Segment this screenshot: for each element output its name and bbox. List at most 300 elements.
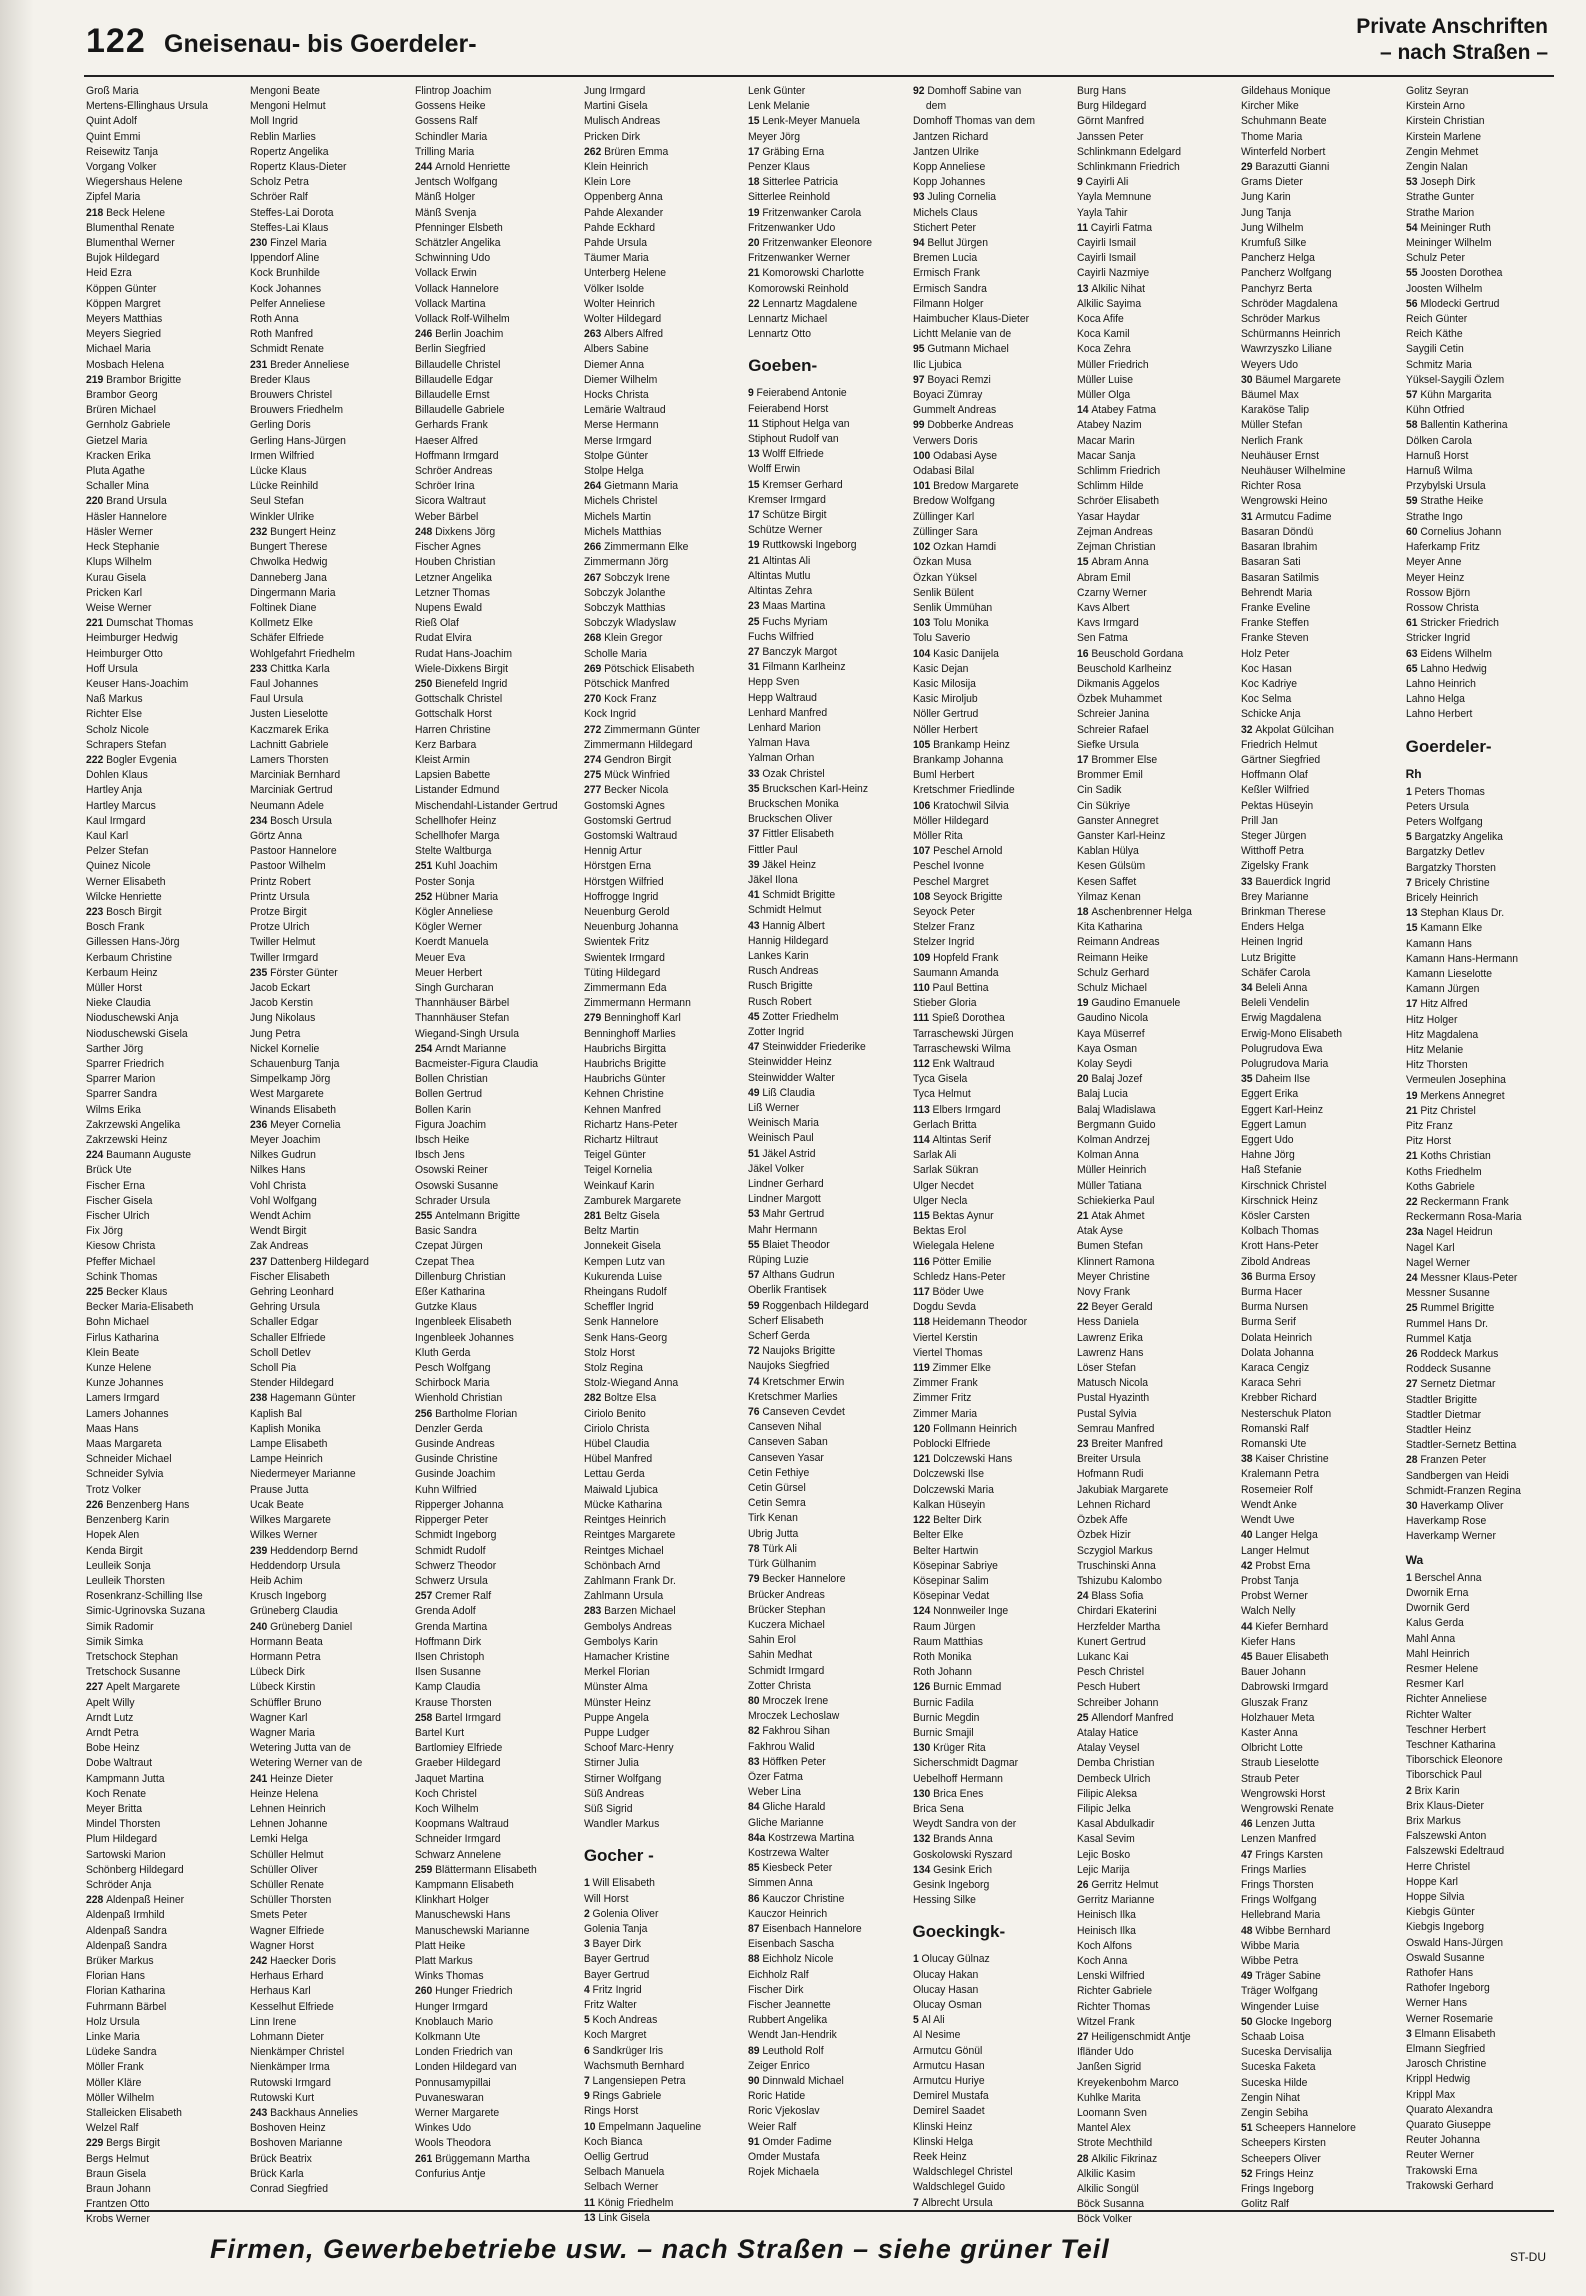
resident-name: Gembolys Andreas xyxy=(583,1620,672,1633)
house-number: 26 xyxy=(1405,1348,1418,1361)
house-number: 232 xyxy=(250,525,268,538)
house-number: 29 xyxy=(1241,161,1253,174)
directory-entry xyxy=(1077,1513,1215,1528)
directory-entry xyxy=(1406,434,1544,449)
resident-name: Müller Luise xyxy=(1076,373,1133,386)
resident-name: Fritzenwanker Werner xyxy=(748,252,851,265)
resident-name: Bargatzky Thorsten xyxy=(1405,861,1496,874)
directory-entry xyxy=(913,647,1051,662)
resident-name: Trilling Maria xyxy=(414,145,474,158)
directory-entry xyxy=(1241,1391,1379,1406)
directory-entry xyxy=(913,312,1051,327)
resident-name: Weinkauf Karin xyxy=(583,1179,655,1192)
directory-entry xyxy=(86,494,224,509)
resident-name: Klinski Helga xyxy=(912,2135,973,2148)
resident-name: Simik Simka xyxy=(86,1635,144,1648)
directory-entry xyxy=(584,1952,722,1967)
directory-entry xyxy=(748,2120,886,2135)
house-number: 34 xyxy=(1241,981,1253,994)
resident-name: Domhoff Thomas van dem xyxy=(912,115,1035,128)
resident-name: Bosch Frank xyxy=(86,921,145,934)
directory-entry xyxy=(1406,1469,1544,1484)
resident-name: Bollen Gertrud xyxy=(414,1088,482,1101)
directory-entry xyxy=(415,1665,558,1680)
resident-name: Mahl Heinrich xyxy=(1405,1647,1470,1660)
directory-entry xyxy=(748,964,886,979)
resident-name: Wilkes Margarete xyxy=(250,1514,332,1527)
resident-name: Gaudino Emanuele xyxy=(1091,997,1181,1010)
resident-name: Mänß Holger xyxy=(414,191,475,204)
directory-entry xyxy=(913,738,1051,753)
resident-name: Krobs Werner xyxy=(86,2213,150,2226)
resident-name: Simik Radomir xyxy=(86,1620,154,1633)
directory-entry xyxy=(1241,677,1379,692)
resident-name: Kaya Osman xyxy=(1076,1042,1137,1055)
directory-entry xyxy=(1406,1408,1544,1423)
directory-entry xyxy=(1241,1057,1379,1072)
directory-entry xyxy=(748,1679,886,1694)
resident-name: Lüdeke Sandra xyxy=(86,2046,157,2059)
directory-entry xyxy=(913,1893,1051,1908)
directory-entry xyxy=(584,829,722,844)
directory-entry xyxy=(86,783,224,798)
resident-name: Allendorf Manfred xyxy=(1091,1711,1174,1724)
resident-name: Reckermann Frank xyxy=(1419,1196,1509,1209)
directory-entry xyxy=(913,1696,1051,1711)
resident-name: Ganster Annegret xyxy=(1076,814,1159,827)
resident-name: Kavs Irmgard xyxy=(1076,617,1139,630)
resident-name: Meininger Ruth xyxy=(1419,221,1491,234)
directory-entry xyxy=(1241,844,1379,859)
directory-entry xyxy=(913,783,1051,798)
resident-name: Boyaci Zümray xyxy=(912,389,982,402)
resident-name: Reich Günter xyxy=(1405,313,1467,326)
directory-entry xyxy=(415,738,558,753)
resident-name: Pitz Christel xyxy=(1419,1104,1476,1117)
resident-name: Yayla Tahir xyxy=(1076,206,1128,219)
resident-name: Fittler Elisabeth xyxy=(762,828,835,841)
directory-entry xyxy=(1077,84,1215,99)
resident-name: Wohlgefahrt Friedhelm xyxy=(250,647,356,660)
directory-entry xyxy=(1077,373,1215,388)
directory-entry xyxy=(584,1907,722,1922)
directory-entry xyxy=(1241,1772,1379,1787)
directory-entry xyxy=(1241,175,1379,190)
directory-entry xyxy=(913,631,1051,646)
directory-entry xyxy=(913,266,1051,281)
resident-name: Letzner Thomas xyxy=(414,586,490,599)
directory-entry xyxy=(86,2136,224,2151)
resident-name: Straub Lieselotte xyxy=(1241,1757,1320,1770)
house-number: 274 xyxy=(583,753,602,766)
house-number: 36 xyxy=(1241,1270,1253,1283)
resident-name: Stolz-Wiegand Anna xyxy=(583,1377,679,1390)
directory-entry xyxy=(913,981,1051,996)
directory-entry xyxy=(1241,1452,1379,1467)
resident-name: Schink Thomas xyxy=(86,1270,158,1283)
house-number: 238 xyxy=(250,1392,268,1405)
house-number: 7 xyxy=(1405,876,1412,889)
resident-name: Frings Marlies xyxy=(1241,1863,1307,1876)
resident-name: Stalleicken Elisabeth xyxy=(86,2107,182,2120)
directory-entry xyxy=(913,2180,1051,2195)
directory-entry xyxy=(1406,1317,1544,1332)
directory-entry xyxy=(86,175,224,190)
resident-name: Vohl Wolfgang xyxy=(250,1194,318,1207)
directory-entry xyxy=(250,692,388,707)
directory-entry xyxy=(1406,449,1544,464)
resident-name: Merkel Florian xyxy=(583,1666,650,1679)
directory-entry xyxy=(1077,1528,1215,1543)
resident-name: Behrendt Maria xyxy=(1241,586,1313,599)
directory-entry xyxy=(86,571,224,586)
directory-entry xyxy=(415,1528,558,1543)
resident-name: Joseph Dirk xyxy=(1419,176,1475,189)
directory-entry xyxy=(1241,1255,1379,1270)
directory-entry xyxy=(1077,1270,1215,1285)
directory-entry xyxy=(1241,1696,1379,1711)
directory-entry xyxy=(1241,1027,1379,1042)
resident-name: Aldenpaß Heiner xyxy=(106,1894,185,1907)
directory-entry xyxy=(86,1908,224,1923)
directory-entry xyxy=(1406,464,1544,479)
resident-name: Selbach Werner xyxy=(583,2181,659,2194)
resident-name: Bektas Aynur xyxy=(932,1210,994,1223)
resident-name: Rusch Robert xyxy=(748,995,812,1008)
directory-entry xyxy=(1406,1768,1544,1783)
resident-name: Florian Katharina xyxy=(86,1985,166,1998)
resident-name: Bauerdick Ingrid xyxy=(1255,875,1331,888)
resident-name: Erwig-Mono Elisabeth xyxy=(1241,1027,1343,1040)
resident-name: Brix Markus xyxy=(1405,1814,1461,1827)
directory-entry xyxy=(86,525,224,540)
resident-name: Frings Heinz xyxy=(1255,2167,1314,2180)
resident-name: Bollen Christian xyxy=(414,1073,488,1086)
directory-entry xyxy=(1241,1148,1379,1163)
resident-name: Herre Christel xyxy=(1405,1860,1470,1873)
resident-name: Fischer Dirk xyxy=(748,1983,804,1996)
directory-entry xyxy=(1077,145,1215,160)
directory-entry xyxy=(913,190,1051,205)
resident-name: Gusinde Andreas xyxy=(414,1438,495,1451)
resident-name: Kalkan Hüseyin xyxy=(912,1498,985,1511)
resident-name: Krumfuß Silke xyxy=(1241,237,1307,250)
directory-entry xyxy=(913,2196,1051,2211)
resident-name: Kracken Erika xyxy=(86,449,151,462)
directory-entry xyxy=(1406,282,1544,297)
resident-name: Heiligenschmidt Antje xyxy=(1091,2031,1191,2043)
house-number: 22 xyxy=(1405,1196,1418,1209)
resident-name: Czepat Thea xyxy=(414,1255,475,1268)
resident-name: Stelzer Ingrid xyxy=(912,936,974,949)
directory-entry xyxy=(1241,1574,1379,1589)
directory-entry xyxy=(584,662,722,677)
resident-name: Sobczyk Jolanthe xyxy=(583,586,666,599)
resident-name: Lampe Elisabeth xyxy=(250,1438,328,1451)
resident-name: Peters Thomas xyxy=(1414,785,1485,798)
resident-name: Suceska Dervisalija xyxy=(1241,2046,1332,2059)
house-number: 37 xyxy=(748,828,760,841)
directory-entry xyxy=(1406,1013,1544,1028)
directory-entry xyxy=(1241,251,1379,266)
directory-entry xyxy=(415,1787,558,1802)
house-number: 15 xyxy=(748,478,760,491)
directory-entry xyxy=(1406,221,1544,236)
directory-entry xyxy=(913,1163,1051,1178)
resident-name: Goskolowski Ryszard xyxy=(912,1848,1012,1861)
directory-entry xyxy=(1241,1179,1379,1194)
directory-entry xyxy=(1077,1787,1215,1802)
directory-entry xyxy=(1406,891,1544,906)
resident-name: Stricker Ingrid xyxy=(1405,632,1470,645)
directory-entry xyxy=(415,966,558,981)
resident-name: Schaab Loisa xyxy=(1241,2031,1305,2043)
resident-name: Alkilic Fikrinaz xyxy=(1091,2152,1158,2165)
directory-entry xyxy=(86,510,224,525)
directory-entry xyxy=(1077,206,1215,221)
resident-name: Blättermann Elisabeth xyxy=(434,1863,537,1876)
resident-name: Omder Mustafa xyxy=(748,2151,820,2164)
resident-name: Thome Maria xyxy=(1241,130,1303,143)
directory-entry xyxy=(1077,418,1215,433)
directory-entry xyxy=(86,951,224,966)
directory-entry xyxy=(913,1011,1051,1026)
resident-name: Brix Karin xyxy=(1414,1784,1460,1797)
resident-name: Atalay Hatice xyxy=(1076,1726,1139,1739)
resident-name: Lübeck Dirk xyxy=(250,1666,306,1679)
resident-name: Stadtler Brigitte xyxy=(1405,1393,1477,1406)
directory-entry xyxy=(913,1376,1051,1391)
directory-entry xyxy=(415,1315,558,1330)
resident-name: Tretschock Susanne xyxy=(86,1666,181,1679)
directory-entry xyxy=(748,554,886,569)
resident-name: Langensiepen Petra xyxy=(592,2075,686,2087)
directory-entry xyxy=(1077,2076,1215,2091)
resident-name: Lübeck Kirstin xyxy=(250,1681,316,1694)
resident-name: Mänß Svenja xyxy=(414,206,476,219)
directory-entry xyxy=(1406,1875,1544,1890)
resident-name: Heid Ezra xyxy=(86,267,132,280)
resident-name: Kalus Gerda xyxy=(1405,1617,1464,1630)
resident-name: Gummelt Andreas xyxy=(912,404,996,417)
resident-name: Weinisch Paul xyxy=(748,1132,814,1145)
resident-name: Bienefeld Ingrid xyxy=(434,677,508,690)
directory-entry xyxy=(86,1057,224,1072)
resident-name: Kopp Anneliese xyxy=(912,161,985,174)
directory-entry xyxy=(1241,1726,1379,1741)
directory-entry xyxy=(1077,768,1215,783)
directory-entry xyxy=(1241,1422,1379,1437)
directory-entry xyxy=(415,1270,558,1285)
house-number: 60 xyxy=(1405,525,1418,538)
house-number: 2 xyxy=(583,1907,590,1920)
directory-entry xyxy=(584,1194,722,1209)
directory-entry xyxy=(415,1452,558,1467)
resident-name: Bredow Wolfgang xyxy=(912,495,995,508)
directory-entry xyxy=(1241,464,1379,479)
resident-name: Hartley Anja xyxy=(86,784,143,797)
resident-name: Printz Ursula xyxy=(250,890,310,903)
resident-name: Wendt Achim xyxy=(250,1210,312,1223)
resident-name: Meyer Heinz xyxy=(1405,571,1464,584)
resident-name: Nilkes Hans xyxy=(250,1164,306,1177)
directory-entry xyxy=(1077,1118,1215,1133)
directory-entry xyxy=(1406,1723,1544,1738)
resident-name: Bergmann Guido xyxy=(1076,1118,1156,1131)
directory-entry xyxy=(913,1467,1051,1482)
house-number: 45 xyxy=(1241,1650,1253,1663)
resident-name: Ciriolo Christa xyxy=(583,1422,650,1435)
resident-name: Brücker Stephan xyxy=(748,1603,826,1616)
directory-entry xyxy=(1241,1893,1379,1908)
directory-entry xyxy=(86,859,224,874)
resident-name: Koch Anna xyxy=(1076,1954,1128,1967)
resident-name: Keuser Hans-Joachim xyxy=(86,677,189,690)
resident-name: Conrad Siegfried xyxy=(250,2183,329,2196)
directory-entry xyxy=(584,1437,722,1452)
resident-name: Richter Else xyxy=(86,708,143,721)
directory-entry xyxy=(1241,1635,1379,1650)
resident-name: Klein Lore xyxy=(583,176,631,189)
resident-name: Wagner Elfriede xyxy=(250,1924,325,1937)
resident-name: Heimburger Otto xyxy=(86,647,163,660)
directory-entry xyxy=(250,1163,388,1178)
resident-name: Hoppe Silvia xyxy=(1405,1890,1464,1903)
resident-name: Firlus Katharina xyxy=(86,1331,159,1344)
resident-name: Fix Jörg xyxy=(86,1225,123,1238)
resident-name: Cin Sadik xyxy=(1076,784,1122,797)
resident-name: Billaudelle Gabriele xyxy=(414,404,505,417)
directory-entry xyxy=(584,1376,722,1391)
resident-name: Vollack Hannelore xyxy=(414,282,499,295)
resident-name: Wielegala Helene xyxy=(912,1240,995,1253)
resident-name: Nagel Karl xyxy=(1405,1241,1455,1254)
resident-name: Naujoks Brigitte xyxy=(762,1345,836,1358)
resident-name: Jung Irmgard xyxy=(583,85,646,97)
resident-name: Michels Matthias xyxy=(583,525,662,538)
resident-name: Meyer Anne xyxy=(1405,556,1462,569)
directory-entry xyxy=(1077,2045,1215,2060)
resident-name: Wiegand-Singh Ursula xyxy=(414,1027,519,1040)
directory-entry xyxy=(86,358,224,373)
resident-name: Resmer Karl xyxy=(1405,1678,1464,1691)
resident-name: Peschel Margret xyxy=(912,875,989,888)
directory-entry xyxy=(1077,449,1215,464)
resident-name: Filmann Holger xyxy=(912,297,984,310)
directory-entry xyxy=(1077,1057,1215,1072)
directory-entry xyxy=(415,2045,558,2060)
directory-entry xyxy=(748,1207,886,1222)
resident-name: Hepp Sven xyxy=(748,676,800,689)
directory-entry xyxy=(250,1604,388,1619)
directory-entry xyxy=(250,1422,388,1437)
directory-entry xyxy=(250,951,388,966)
directory-entry xyxy=(86,662,224,677)
resident-name: Zimmermann Eda xyxy=(583,981,667,994)
resident-name: Weber Bärbel xyxy=(414,510,479,523)
house-number: 84 xyxy=(748,1801,760,1814)
directory-entry xyxy=(1241,601,1379,616)
directory-entry xyxy=(584,1270,722,1285)
resident-name: Puvaneswaran xyxy=(414,2091,484,2104)
house-number: 18 xyxy=(748,176,760,189)
resident-name: Müller Stefan xyxy=(1241,419,1303,432)
resident-name: Enk Waltraud xyxy=(932,1058,995,1070)
directory-entry xyxy=(415,647,558,662)
directory-entry xyxy=(913,1952,1051,1967)
resident-name: Winkler Ulrike xyxy=(250,510,315,523)
resident-name: Rojek Michaela xyxy=(748,2166,820,2179)
directory-entry xyxy=(250,327,388,342)
directory-entry xyxy=(415,1559,558,1574)
directory-entry xyxy=(748,843,886,858)
resident-name: Figura Joachim xyxy=(414,1118,486,1131)
resident-name: Ropertz Angelika xyxy=(250,145,329,158)
resident-name: Fuchs Myriam xyxy=(762,615,828,628)
directory-entry xyxy=(1406,707,1544,722)
directory-entry xyxy=(1406,388,1544,403)
resident-name: Altintas Serif xyxy=(932,1134,991,1147)
directory-entry xyxy=(584,1650,722,1665)
resident-name: Cayirli Nazmiye xyxy=(1076,267,1150,280)
resident-name: Backhaus Annelies xyxy=(270,2107,359,2120)
house-number: 24 xyxy=(1405,1272,1418,1285)
directory-entry xyxy=(1241,2152,1379,2167)
directory-entry xyxy=(913,1148,1051,1163)
resident-name: Buml Herbert xyxy=(912,769,974,782)
resident-name: Sarlak Ali xyxy=(912,1149,956,1162)
directory-entry xyxy=(1241,1483,1379,1498)
directory-entry xyxy=(913,616,1051,631)
directory-entry xyxy=(1406,1149,1544,1164)
directory-entry xyxy=(913,1087,1051,1102)
resident-name: Fritzenwanker Eleonore xyxy=(762,237,873,250)
resident-name: Weise Werner xyxy=(86,601,152,614)
directory-entry xyxy=(1406,1996,1544,2011)
resident-name: Printz Robert xyxy=(250,875,312,888)
directory-entry xyxy=(1241,768,1379,783)
resident-name: Lenk Günter xyxy=(748,85,806,97)
directory-entry xyxy=(748,84,886,99)
directory-entry xyxy=(250,707,388,722)
resident-name: Mosbach Helena xyxy=(86,358,164,371)
directory-entry xyxy=(1077,99,1215,114)
resident-name: Brück Ute xyxy=(86,1164,132,1177)
directory-entry xyxy=(584,145,722,160)
resident-name: Lamers Irmgard xyxy=(86,1392,160,1405)
directory-entry xyxy=(86,1391,224,1406)
resident-name: Rosemeier Rolf xyxy=(1241,1483,1313,1496)
directory-entry xyxy=(1241,1863,1379,1878)
directory-entry xyxy=(86,403,224,418)
directory-entry xyxy=(584,631,722,646)
resident-name: Bricely Heinrich xyxy=(1405,891,1478,904)
directory-entry xyxy=(415,1984,558,1999)
directory-entry xyxy=(415,905,558,920)
house-number: 134 xyxy=(912,1863,930,1876)
directory-entry xyxy=(415,449,558,464)
resident-name: Pricken Dirk xyxy=(583,130,640,143)
resident-name: Singh Gurcharan xyxy=(414,981,494,994)
directory-entry xyxy=(415,1361,558,1376)
resident-name: Scholle Maria xyxy=(583,647,647,660)
resident-name: Krippl Hedwig xyxy=(1405,2073,1470,2086)
resident-name: Link Gisela xyxy=(598,2211,650,2224)
directory-entry xyxy=(1077,510,1215,525)
directory-entry xyxy=(415,1772,558,1787)
resident-name: König Friedhelm xyxy=(597,2196,674,2209)
directory-entry xyxy=(250,616,388,631)
